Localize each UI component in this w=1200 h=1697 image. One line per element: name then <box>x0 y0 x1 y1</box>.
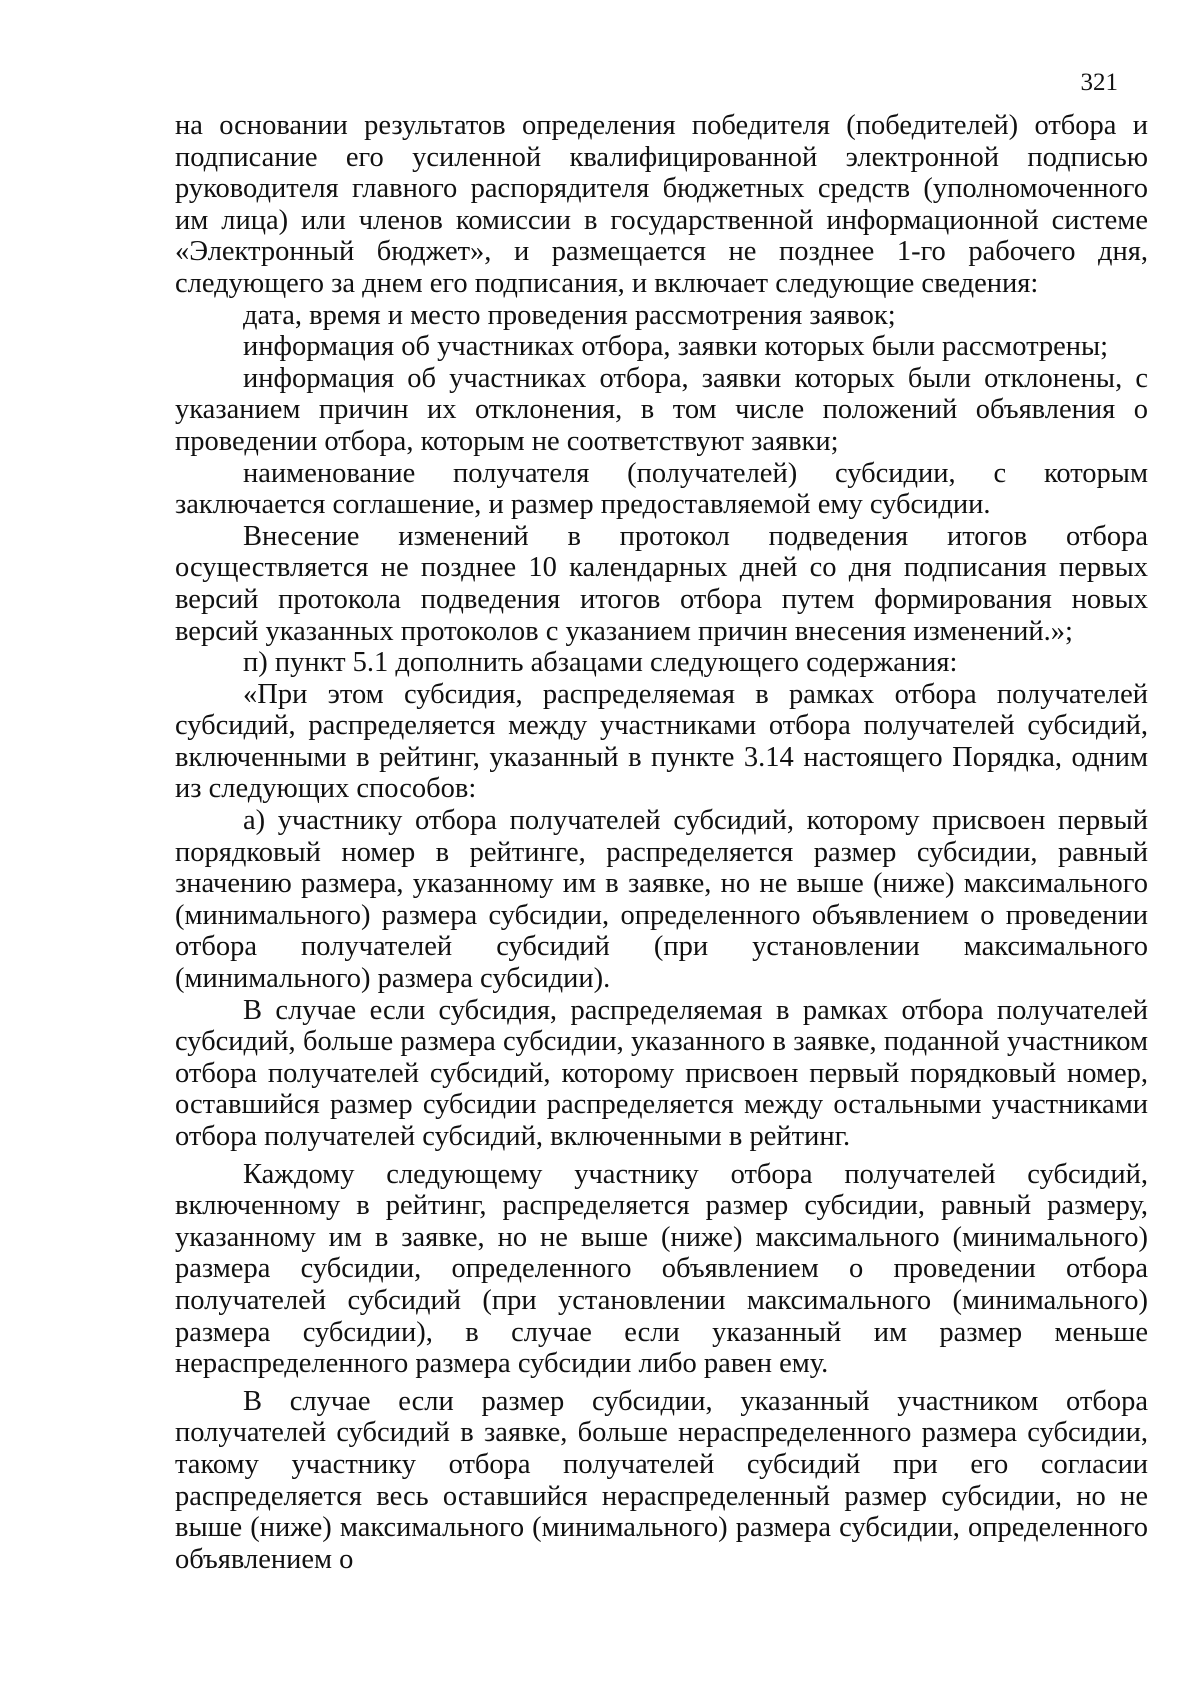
list-item: дата, время и место проведения рассмотрения заявок; <box>243 299 896 331</box>
paragraph: В случае если размер субсидии, указанный участником отбора получателей субсидий в заявке, больше нераспределенного размера субсидии, такому участнику отбора получателей субсидий при его согласии распределяется весь оставшийся нераспределенный размер субсидии, но не выше (ниже) максимального (минимального) размера субсидии, определенного объявлением о <box>175 1385 1148 1575</box>
paragraph: а) участнику отбора получателей субсидий, которому присвоен первый порядковый номер в рейтинге, распределяется размер субсидии, равный значению размера, указанному им в заявке, но не выше (ниже) максимального (минимального) размера субсидии, определенного объявлением о проведении отбора получателей субсидий (при установлении максимального (минимального) размера субсидии). <box>175 805 1148 995</box>
page-number: 321 <box>1080 69 1118 96</box>
list-item: наименование получателя (получателей) субсидии, с которым заключается соглашение, и размер предоставляемой ему субсидии. <box>175 457 1148 521</box>
document-body <box>175 110 1148 1575</box>
paragraph: на основании результатов определения победителя (победителей) отбора и подписание его усиленной квалифицированной электронной подписью руководителя главного распорядителя бюджетных средств (уполномоченного им лица) или членов комиссии в государственной информационной системе «Электронный бюджет», и размещается не позднее 1-го рабочего дня, следующего за днем его подписания, и включает следующие сведения: <box>175 110 1148 299</box>
paragraph: В случае если субсидия, распределяемая в рамках отбора получателей субсидий, больше размера субсидии, указанного в заявке, поданной участником отбора получателей субсидий, которому присвоен первый порядковый номер, оставшийся размер субсидии распределяется между остальными участниками отбора получателей субсидий, включенными в рейтинг. <box>175 994 1148 1152</box>
paragraph: Внесение изменений в протокол подведения итогов отбора осуществляется не позднее 10 календарных дней со дня подписания первых версий протокола подведения итогов отбора путем формирования новых версий указанных протоколов с указанием причин внесения изменений.»; <box>175 520 1148 647</box>
paragraph: Каждому следующему участнику отбора получателей субсидий, включенному в рейтинг, распределяется размер субсидии, равный размеру, указанному им в заявке, но не выше (ниже) максимального (минимального) размера субсидии, определенного объявлением о проведении отбора получателей субсидий (при установлении максимального (минимального) размера субсидии), в случае если указанный им размер меньше нераспределенного размера субсидии либо равен ему. <box>175 1158 1148 1380</box>
list-item: информация об участниках отбора, заявки которых были рассмотрены; <box>243 331 1109 363</box>
paragraph: «При этом субсидия, распределяемая в рамках отбора получателей субсидий, распределяется между участниками отбора получателей субсидий, включенными в рейтинг, указанный в пункте 3.14 настоящего Порядка, одним из следующих способов: <box>175 678 1148 805</box>
list-item: информация об участниках отбора, заявки которых были отклонены, с указанием причин их отклонения, в том числе положений объявления о проведении отбора, которым не соответствуют заявки; <box>175 362 1148 457</box>
paragraph: п) пункт 5.1 дополнить абзацами следующего содержания: <box>243 647 958 679</box>
